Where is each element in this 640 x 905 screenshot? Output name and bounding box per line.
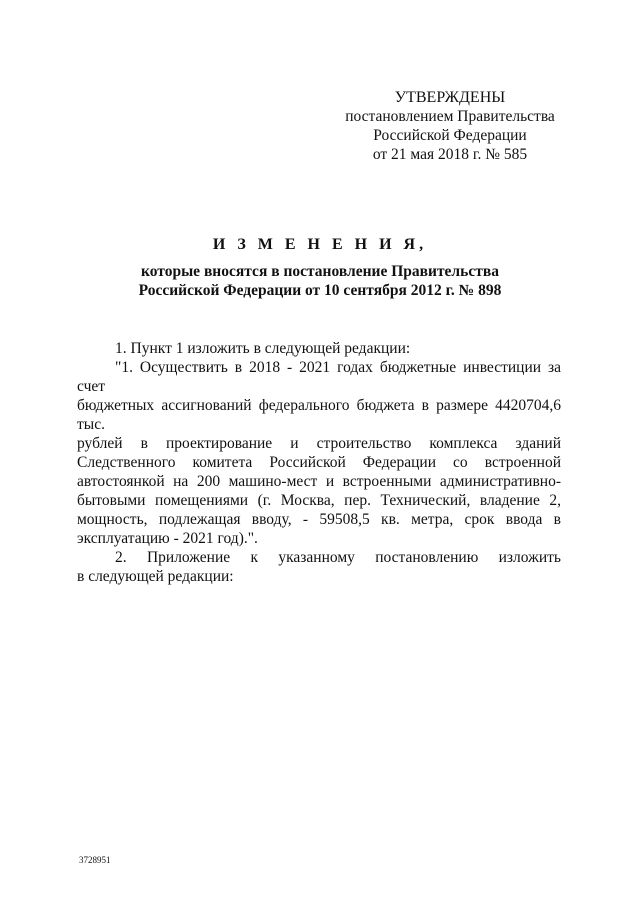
- paragraph-1: 1. Пункт 1 изложить в следующей редакции:: [115, 340, 411, 357]
- quoted-amendment: [77, 358, 561, 548]
- document-subtitle: [60, 262, 580, 300]
- approval-line-1: постановлением Правительства: [345, 108, 555, 125]
- quote-line-1: "1. Осуществить в 2018 - 2021 годах бюджетные инвестиции за счет: [77, 359, 561, 395]
- quote-line-6: бытовыми помещениями (г. Москва, пер. Технический, владение 2,: [77, 492, 561, 509]
- document-code: 3728951: [79, 855, 111, 865]
- quote-line-4: Следственного комитета Российской Федерации со встроенной: [77, 454, 561, 471]
- document-title: И З М Е Н Е Н И Я,: [212, 236, 428, 253]
- subtitle-line-1: которые вносятся в постановление Правительства: [141, 263, 499, 280]
- quote-line-2: бюджетных ассигнований федерального бюджета в размере 4420704,6 тыс.: [77, 397, 561, 433]
- quote-line-7: мощность, подлежащая вводу, - 59508,5 кв. метра, срок ввода в: [77, 511, 561, 528]
- paragraph-2-line-1: 2. Приложение к указанному постановлению изложить: [115, 549, 561, 566]
- subtitle-line-2: Российской Федерации от 10 сентября 2012 г. № 898: [138, 282, 502, 299]
- approval-date-number: от 21 мая 2018 г. № 585: [372, 146, 528, 163]
- quote-line-3: рублей в проектирование и строительство комплекса зданий: [77, 435, 561, 452]
- document-body: [77, 339, 561, 586]
- paragraph-2-line-2: в следующей редакции:: [77, 568, 234, 585]
- quote-line-8: эксплуатацию - 2021 год).".: [77, 530, 258, 547]
- approval-block: [330, 88, 570, 164]
- approval-heading: УТВЕРЖДЕНЫ: [394, 89, 506, 106]
- quote-line-5: автостоянкой на 200 машино-мест и встроенными административно-: [77, 473, 561, 490]
- approval-line-2: Российской Федерации: [373, 127, 527, 144]
